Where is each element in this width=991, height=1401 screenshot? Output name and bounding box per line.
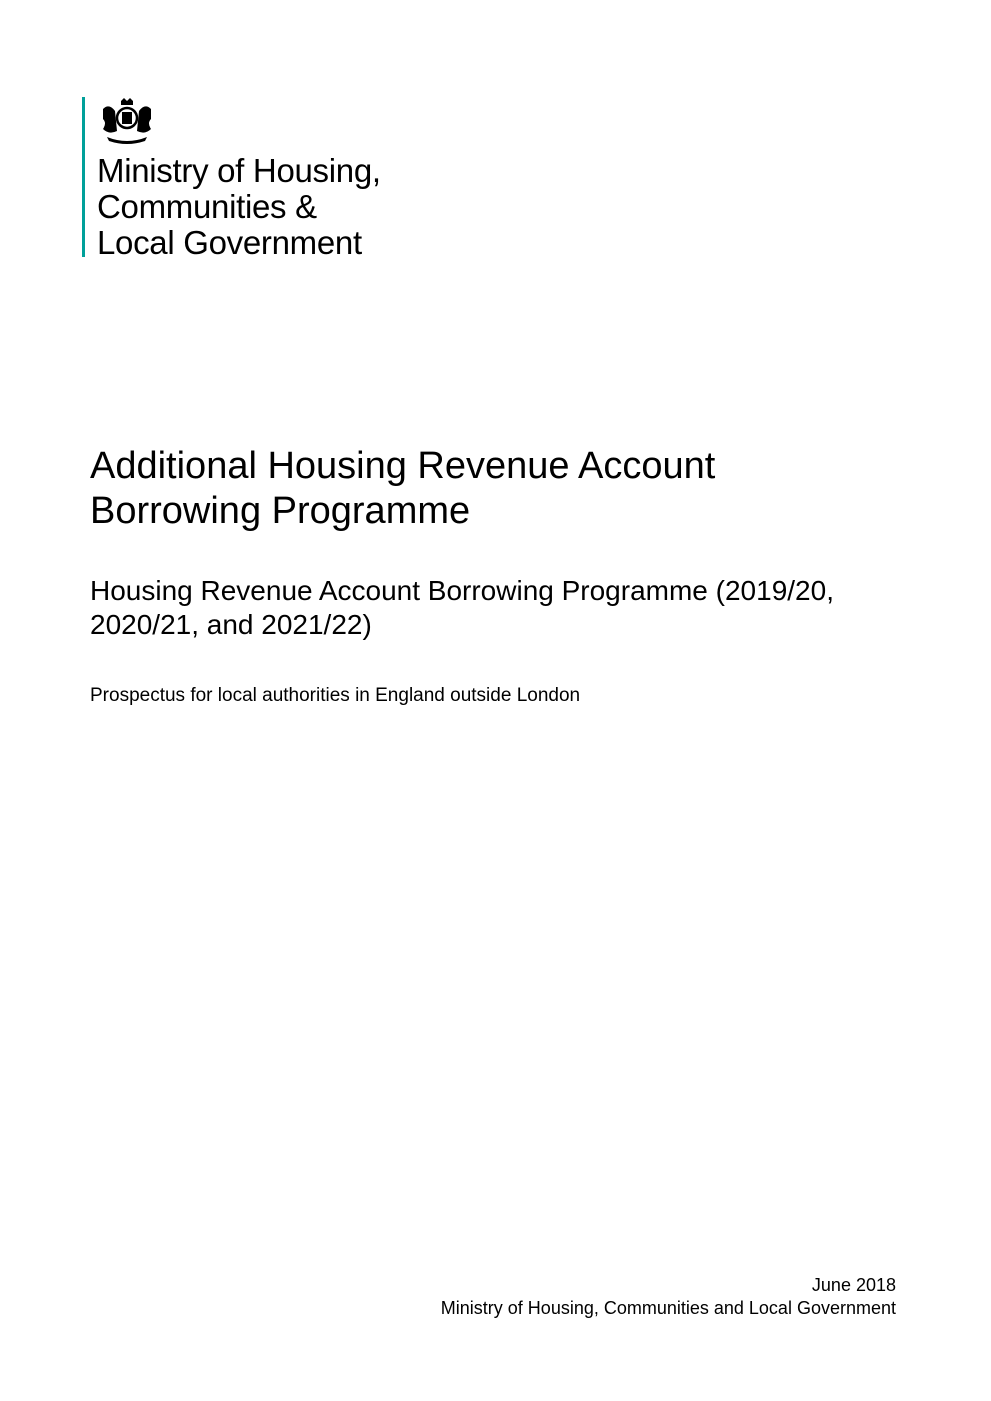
publication-date: June 2018 [811, 1275, 896, 1295]
royal-coat-of-arms-icon [95, 97, 159, 147]
org-line-1: Ministry of Housing, [97, 152, 381, 189]
document-title: Additional Housing Revenue Account Borrowing Programme [90, 445, 716, 532]
org-line-2: Communities & [97, 188, 317, 225]
logo-accent-bar [82, 97, 85, 257]
publisher: Ministry of Housing, Communities and Local Government [440, 1298, 896, 1318]
footer [441, 1274, 896, 1320]
document-subtitle: Housing Revenue Account Borrowing Programme (2019/20, 2020/21, and 2021/22) [90, 575, 834, 640]
prospectus-description: Prospectus for local authorities in England outside London [90, 685, 581, 706]
org-line-3: Local Government [97, 224, 362, 261]
organisation-logo-text [97, 153, 381, 261]
